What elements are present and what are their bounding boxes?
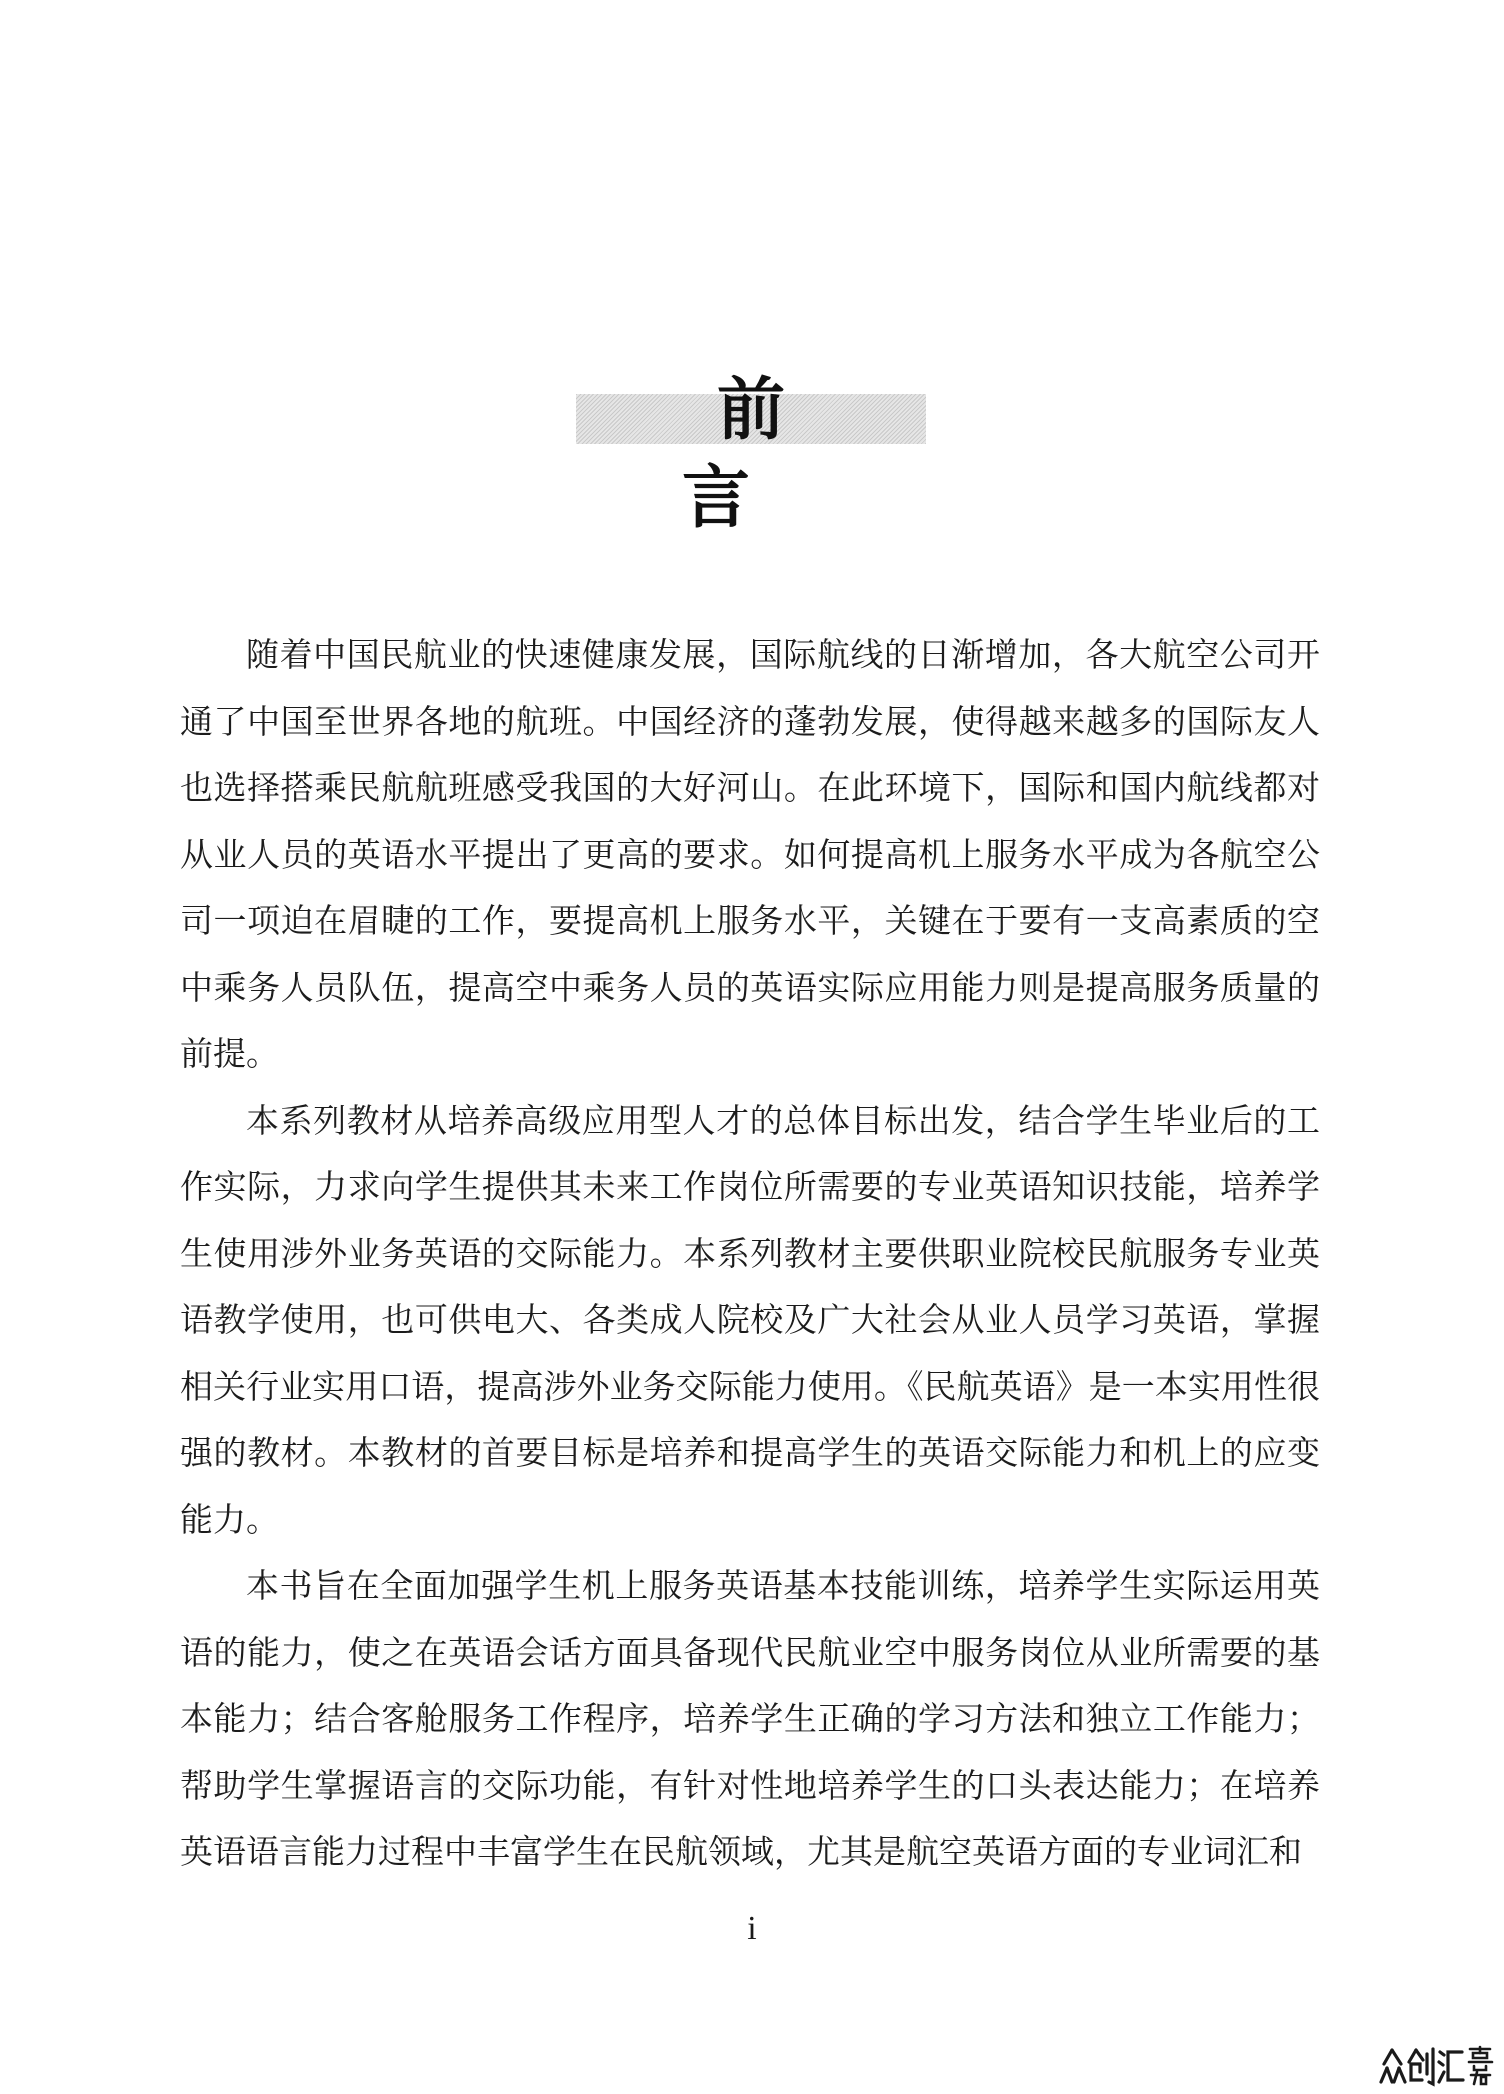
page-title-block (576, 370, 926, 539)
paragraph-1: 随着中国民航业的快速健康发展，国际航线的日渐增加，各大航空公司开通了中国至世界各地的航班。中国经济的蓬勃发展，使得越来越多的国际友人也选择搭乘民航航班感受我国的大好河山。在此环境下，国际和国内航线都对从业人员的英语水平提出了更高的要求。如何提高机上服务水平成为各航空公司一项迫在眉睫的工作，要提高机上服务水平，关键在于要有一支高素质的空中乘务人员队伍，提高空中乘务人员的英语实际应用能力则是提高服务质量的前提。 (180, 635, 1320, 1073)
watermark-logo-icon (1378, 2044, 1496, 2088)
watermark-logo (1378, 2044, 1496, 2088)
page-title: 前 言 (681, 370, 855, 539)
paragraph-3: 本书旨在全面加强学生机上服务英语基本技能训练，培养学生实际运用英语的能力，使之在英语会话方面具备现代民航业空中服务岗位从业所需要的基本能力；结合客舱服务工作程序，培养学生正确的学习方法和独立工作能力；帮助学生掌握语言的交际功能，有针对性地培养学生的口头表达能力；在培养英语语言能力过程中丰富学生在民航领域，尤其是航空英语方面的专业词汇和 (180, 1566, 1320, 1871)
paragraph-2: 本系列教材从培养高级应用型人才的总体目标出发，结合学生毕业后的工作实际，力求向学生提供其未来工作岗位所需要的专业英语知识技能，培养学生使用涉外业务英语的交际能力。本系列教材主要供职业院校民航服务专业英语教学使用，也可供电大、各类成人院校及广大社会从业人员学习英语，掌握相关行业实用口语，提高涉外业务交际能力使用。《民航英语》是一本实用性很强的教材。本教材的首要目标是培养和提高学生的英语交际能力和机上的应变能力。 (180, 1100, 1320, 1539)
page-number: i (747, 1910, 757, 1947)
preface-body (180, 622, 1320, 1886)
watermark-text (1496, 2044, 1497, 2045)
